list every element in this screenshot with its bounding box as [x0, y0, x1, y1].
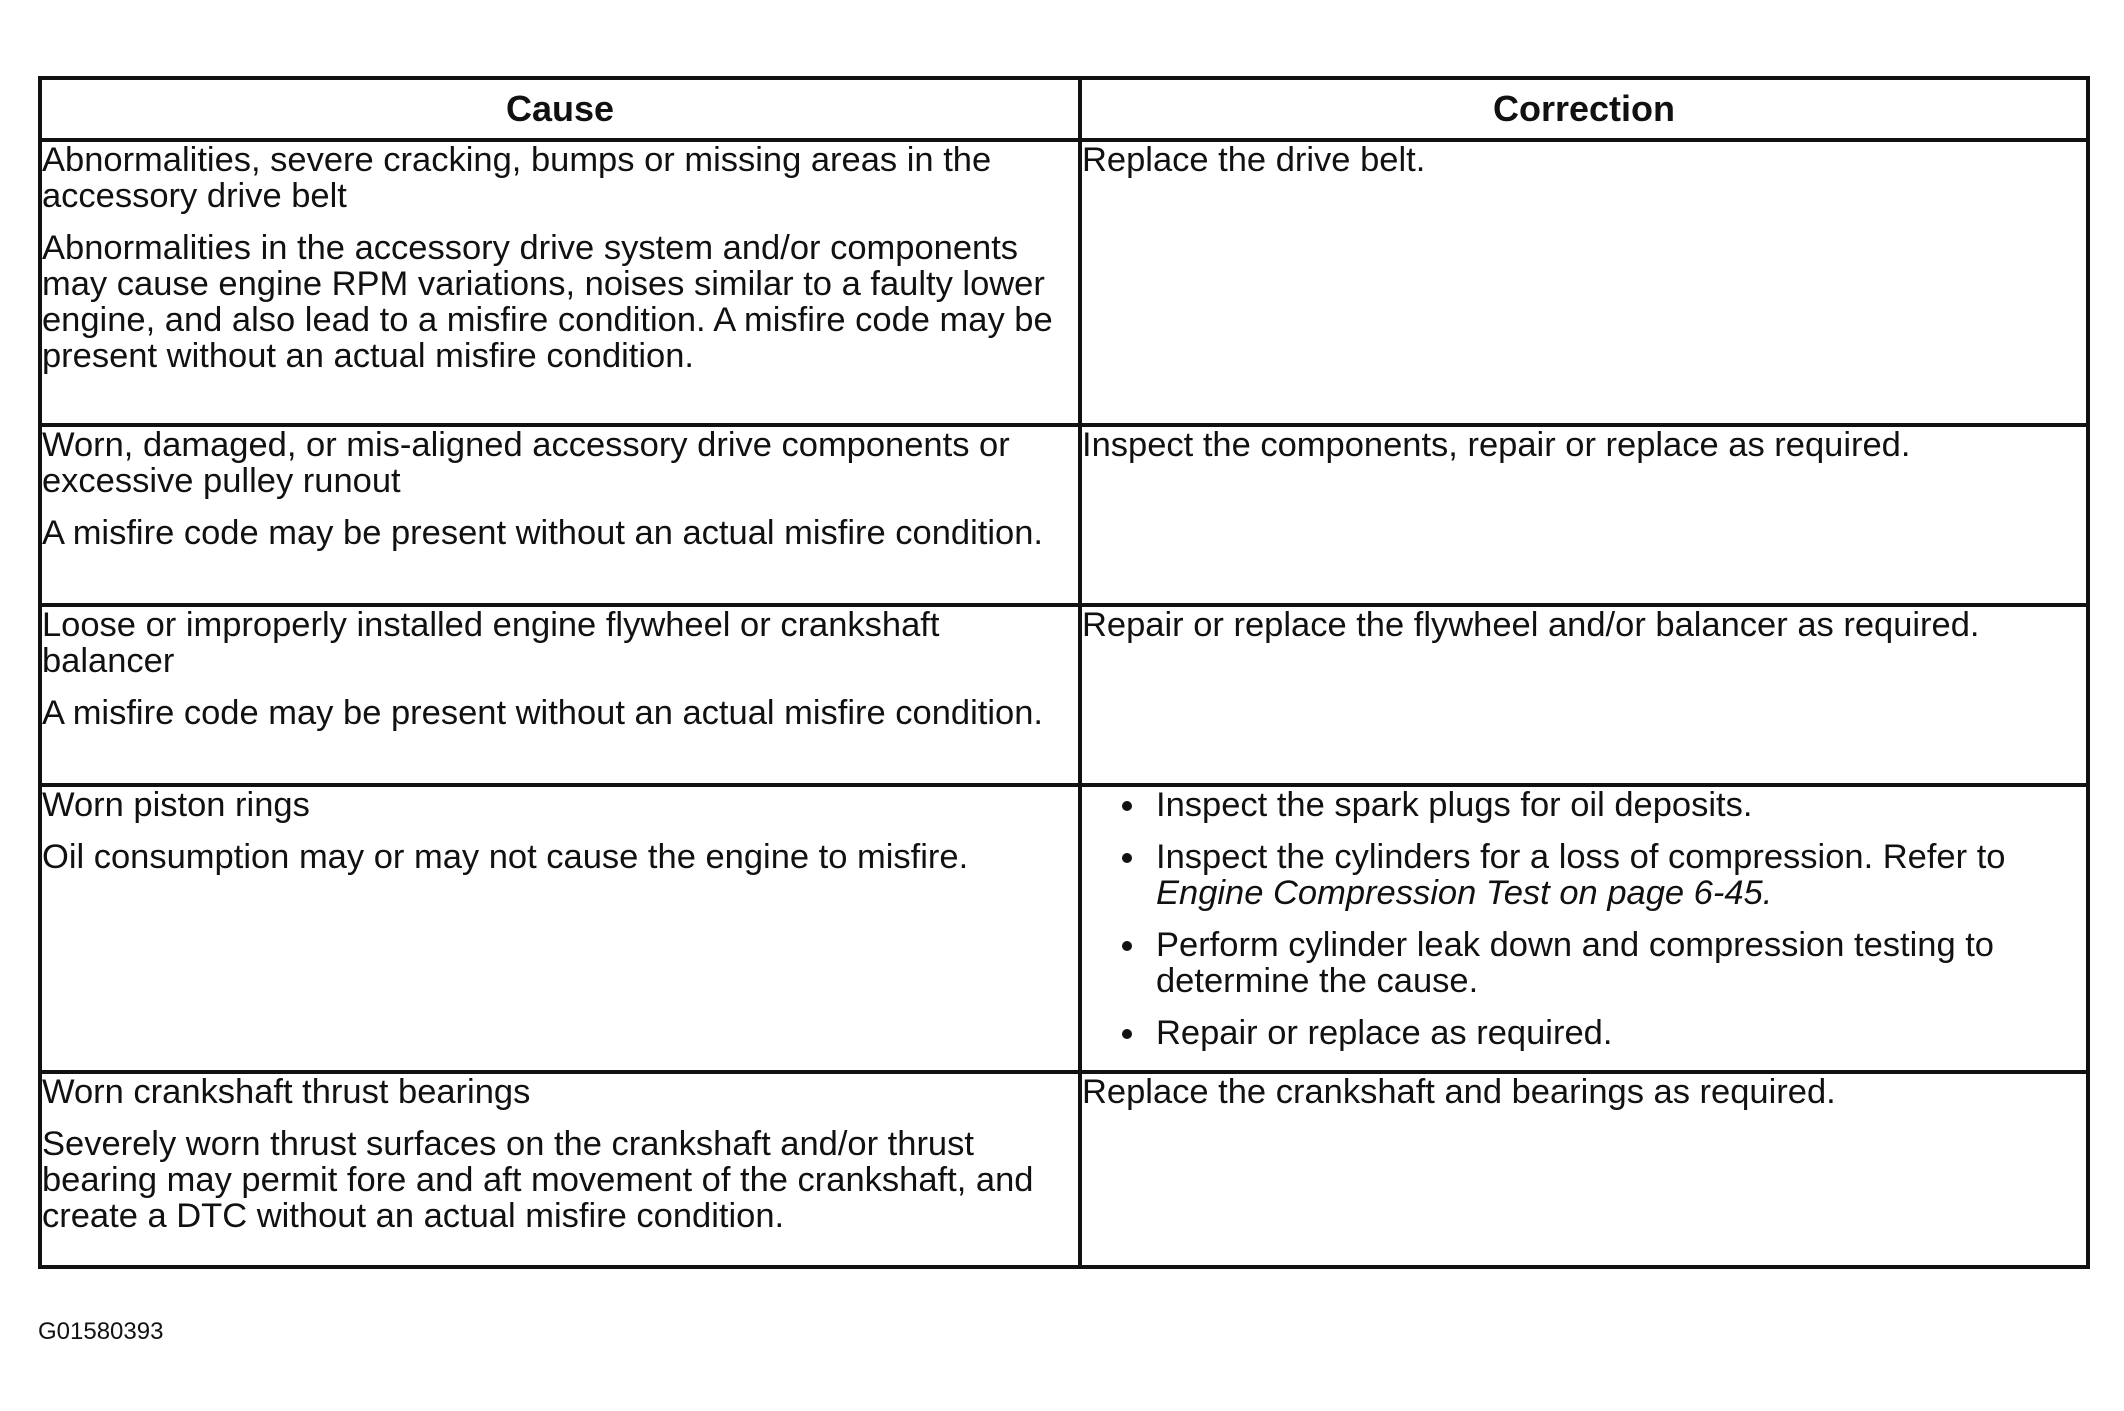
header-cause: Cause: [40, 78, 1080, 140]
cause-cell: [40, 785, 1080, 1072]
correction-bullet-list: [1082, 787, 2086, 1051]
correction-text: Replace the drive belt.: [1082, 141, 1426, 179]
list-item: [1122, 927, 2086, 999]
correction-text: Inspect the components, repair or replace as required.: [1082, 426, 1911, 464]
correction-cell: [1080, 140, 2088, 425]
correction-cell: [1080, 785, 2088, 1072]
header-correction: Correction: [1080, 78, 2088, 140]
cause-title: Abnormalities, severe cracking, bumps or missing areas in the accessory drive belt: [42, 141, 992, 215]
cause-title: Loose or improperly installed engine flywheel or crankshaft balancer: [42, 606, 940, 680]
bullet-text: Repair or replace as required.: [1156, 1014, 1613, 1052]
correction-text: Replace the crankshaft and bearings as required.: [1082, 1073, 1836, 1111]
bullet-text: Inspect the spark plugs for oil deposits.: [1156, 786, 1753, 824]
bullet-icon: [1122, 801, 1132, 811]
table-row: [40, 785, 2088, 1072]
list-item: [1122, 1015, 2086, 1051]
list-item: [1122, 839, 2086, 911]
table-row: [40, 140, 2088, 425]
figure-id: G01580393: [38, 1318, 164, 1345]
table-row: [40, 425, 2088, 605]
cause-cell: [40, 1072, 1080, 1267]
bullet-text: Inspect the cylinders for a loss of compression. Refer to: [1156, 838, 2006, 876]
cross-reference-link[interactable]: Engine Compression Test on page 6-45.: [1156, 874, 1773, 912]
correction-cell: [1080, 1072, 2088, 1267]
table-row: [40, 605, 2088, 785]
table-header-row: [40, 78, 2088, 140]
cause-note: Oil consumption may or may not cause the engine to misfire.: [42, 838, 969, 876]
cause-note: Abnormalities in the accessory drive system and/or components may cause engine RPM variations, noises similar to a faulty lower engine, and also lead to a misfire condition. A misfire code may be present without an actual misfire condition.: [42, 229, 1053, 375]
correction-cell: [1080, 425, 2088, 605]
cause-cell: [40, 605, 1080, 785]
diagnostic-table: [38, 76, 2090, 1269]
cause-note: Severely worn thrust surfaces on the crankshaft and/or thrust bearing may permit fore and aft movement of the crankshaft, and create a DTC without an actual misfire condition.: [42, 1125, 1034, 1235]
bullet-icon: [1122, 1029, 1132, 1039]
correction-text: Repair or replace the flywheel and/or balancer as required.: [1082, 606, 1980, 644]
bullet-icon: [1122, 853, 1132, 863]
cause-title: Worn, damaged, or mis-aligned accessory drive components or excessive pulley runout: [42, 426, 1010, 500]
bullet-icon: [1122, 941, 1132, 951]
cause-title: Worn piston rings: [42, 786, 310, 824]
cause-title: Worn crankshaft thrust bearings: [42, 1073, 531, 1111]
correction-cell: [1080, 605, 2088, 785]
cause-cell: [40, 425, 1080, 605]
table-row: [40, 1072, 2088, 1267]
list-item: [1122, 787, 2086, 823]
cause-note: A misfire code may be present without an actual misfire condition.: [42, 694, 1043, 732]
bullet-text: Perform cylinder leak down and compression testing to determine the cause.: [1156, 926, 1994, 1000]
cause-cell: [40, 140, 1080, 425]
cause-note: A misfire code may be present without an actual misfire condition.: [42, 514, 1043, 552]
